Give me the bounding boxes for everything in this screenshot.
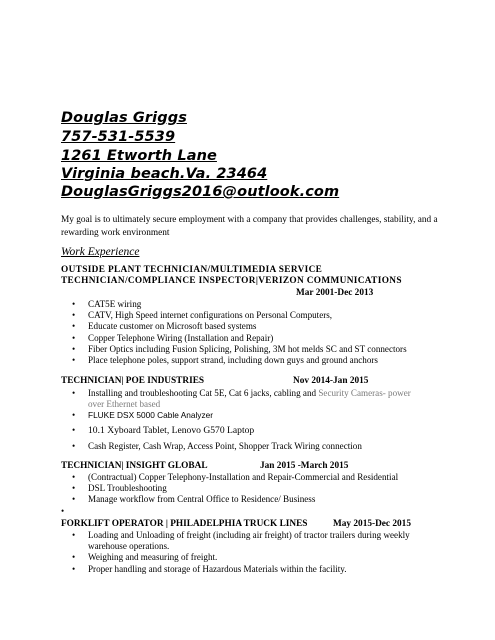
list-item: • FLUKE DSX 5000 Cable Analyzer	[72, 410, 213, 421]
bullet-icon: •	[72, 410, 76, 421]
list-item: • Manage workflow from Central Office to Residence/ Business	[72, 494, 316, 505]
list-item: • Proper handling and storage of Hazardous Materials within the facility.	[72, 563, 347, 574]
contact-email: DouglasGriggs2016@outlook.com	[61, 184, 340, 200]
job-dates-poe: Nov 2014-Jan 2015	[293, 376, 369, 386]
bullet-icon: •	[72, 310, 76, 321]
list-item: over Ethernet based	[88, 399, 161, 410]
bullet-icon: •	[72, 563, 76, 574]
bullet-icon: •	[72, 424, 76, 435]
list-item: • CAT5E wiring	[72, 299, 142, 309]
contact-street: 1261 Etworth Lane	[61, 148, 217, 164]
job-title-forklift: FORKLIFT OPERATOR | PHILADELPHIA TRUCK LINES	[61, 519, 308, 529]
job-dates-forklift: May 2015-Dec 2015	[333, 519, 411, 529]
bullet-icon: •	[72, 332, 76, 343]
contact-city: Virginia beach.Va. 23464	[61, 166, 268, 182]
job-bullets-forklift	[72, 530, 410, 575]
list-item: • Educate customer on Microsoft based systems	[72, 321, 257, 332]
list-item: • Installing and troubleshooting Cat 5E, Cat 6 jacks, cabling and Security Cameras- power	[72, 388, 411, 398]
job-title-insight: TECHNICIAN| INSIGHT GLOBAL	[61, 461, 208, 471]
job-title-verizon-line2: TECHNICIAN/COMPLIANCE INSPECTOR|VERIZON COMMUNICATIONS	[61, 276, 402, 286]
bullet-icon: •	[72, 299, 76, 309]
list-item: • Cash Register, Cash Wrap, Access Point, Shopper Track Wiring connection	[72, 440, 362, 451]
bullet-icon: •	[72, 440, 76, 451]
contact-name: Douglas Griggs	[61, 110, 187, 126]
job-title-poe: TECHNICIAN| POE INDUSTRIES	[61, 376, 205, 386]
bullet-icon: •	[72, 552, 76, 563]
bullet-icon: •	[72, 530, 76, 540]
list-item: warehouse operations.	[88, 541, 170, 552]
bullet-icon: •	[72, 483, 76, 494]
bullet-icon: •	[72, 355, 76, 366]
objective-text: My goal is to ultimately secure employment with a company that provides challenges, stability, and a rewarding work environment	[61, 215, 438, 238]
list-item: • CATV, High Speed internet configurations on Personal Computers,	[72, 310, 333, 321]
bullet-icon: •	[72, 343, 76, 354]
job-dates-verizon: Mar 2001-Dec 2013	[296, 288, 374, 298]
job-dates-insight: Jan 2015 -March 2015	[260, 461, 349, 471]
bullet-icon: •	[61, 506, 65, 516]
list-item: • DSL Troubleshooting	[72, 483, 167, 494]
bullet-icon: •	[72, 494, 76, 505]
list-item: • Copper Telephone Wiring (Installation and Repair)	[72, 332, 274, 343]
bullet-icon: •	[72, 388, 76, 398]
bullet-icon: •	[72, 321, 76, 332]
job-bullets-insight	[72, 472, 399, 506]
list-item: • Place telephone poles, support strand, including down guys and ground anchors	[72, 355, 378, 366]
contact-phone: 757-531-5539	[61, 129, 176, 145]
job-title-verizon-line1: OUTSIDE PLANT TECHNICIAN/MULTIMEDIA SERVICE	[61, 265, 323, 275]
list-item: • (Contractual) Copper Telephony-Installation and Repair-Commercial and Residential	[72, 472, 399, 482]
list-item: • Weighing and measuring of freight.	[72, 552, 218, 563]
list-item: • Loading and Unloading of freight (including air freight) of tractor trailers during weekly	[72, 530, 410, 540]
list-item: • 10.1 Xyboard Tablet, Lenovo G570 Laptop	[72, 424, 255, 436]
bullet-icon: •	[72, 472, 76, 482]
job-bullets-poe	[72, 388, 411, 452]
work-experience-heading: Work Experience	[61, 246, 140, 258]
job-bullets-verizon	[72, 299, 407, 366]
list-item: • Fiber Optics including Fusion Splicing, Polishing, 3M hot melds SC and ST connectors	[72, 343, 407, 354]
